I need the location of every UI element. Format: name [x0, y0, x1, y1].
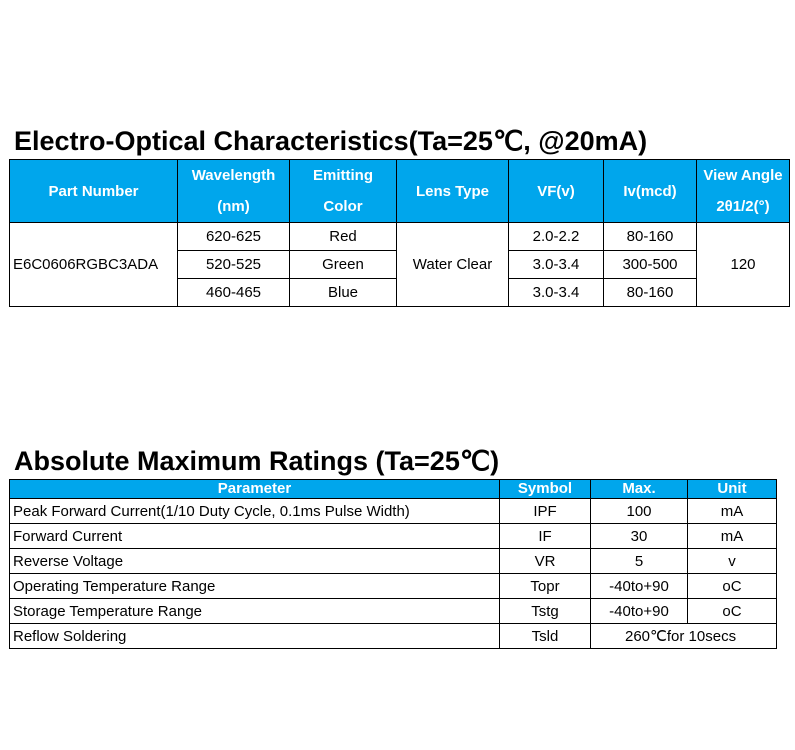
- electro-optical-title: Electro-Optical Characteristics(Ta=25℃, @20mA): [14, 126, 648, 156]
- parameter-cell: Reflow Soldering: [10, 624, 500, 649]
- max-cell: -40to+90: [591, 599, 688, 624]
- table-row: [10, 223, 790, 251]
- header-lens-type: Lens Type: [397, 160, 509, 223]
- header-part-number: Part Number: [10, 160, 178, 223]
- header-max: Max.: [591, 480, 688, 499]
- iv-cell: 80-160: [604, 279, 697, 307]
- table-row: [10, 499, 777, 524]
- symbol-cell: Topr: [500, 574, 591, 599]
- header-view-angle-line1: View Angle: [703, 167, 783, 184]
- color-cell: Red: [290, 223, 397, 251]
- header-emitting-color: [290, 160, 397, 223]
- parameter-cell: Peak Forward Current(1/10 Duty Cycle, 0.1ms Pulse Width): [10, 499, 500, 524]
- view-angle-cell: 120: [697, 223, 790, 307]
- header-emitting-line1: Emitting: [313, 167, 373, 184]
- header-wavelength-line2: (nm): [217, 198, 250, 215]
- header-emitting-line2: Color: [323, 198, 363, 215]
- vf-cell: 2.0-2.2: [509, 223, 604, 251]
- absolute-max-table: [9, 479, 777, 649]
- unit-cell: v: [688, 549, 777, 574]
- table-row: [10, 524, 777, 549]
- parameter-cell: Forward Current: [10, 524, 500, 549]
- header-view-angle-line2: 2θ1/2(°): [716, 198, 770, 215]
- color-cell: Blue: [290, 279, 397, 307]
- table-row: [10, 574, 777, 599]
- vf-cell: 3.0-3.4: [509, 251, 604, 279]
- vf-cell: 3.0-3.4: [509, 279, 604, 307]
- header-parameter: Parameter: [10, 480, 500, 499]
- max-cell: -40to+90: [591, 574, 688, 599]
- unit-cell: oC: [688, 574, 777, 599]
- symbol-cell: Tstg: [500, 599, 591, 624]
- color-cell: Green: [290, 251, 397, 279]
- lens-type-cell: Water Clear: [397, 223, 509, 307]
- header-vf: VF(v): [509, 160, 604, 223]
- max-cell: 30: [591, 524, 688, 549]
- parameter-cell: Storage Temperature Range: [10, 599, 500, 624]
- wavelength-cell: 520-525: [178, 251, 290, 279]
- max-cell: 5: [591, 549, 688, 574]
- parameter-cell: Operating Temperature Range: [10, 574, 500, 599]
- symbol-cell: Tsld: [500, 624, 591, 649]
- table-header-row: [10, 160, 790, 223]
- electro-optical-table: [9, 159, 790, 307]
- parameter-cell: Reverse Voltage: [10, 549, 500, 574]
- iv-cell: 300-500: [604, 251, 697, 279]
- symbol-cell: VR: [500, 549, 591, 574]
- symbol-cell: IF: [500, 524, 591, 549]
- table-row: [10, 549, 777, 574]
- unit-cell: mA: [688, 499, 777, 524]
- max-cell: 100: [591, 499, 688, 524]
- header-symbol: Symbol: [500, 480, 591, 499]
- reflow-value-cell: 260℃for 10secs: [591, 624, 777, 649]
- iv-cell: 80-160: [604, 223, 697, 251]
- symbol-cell: IPF: [500, 499, 591, 524]
- header-unit: Unit: [688, 480, 777, 499]
- wavelength-cell: 620-625: [178, 223, 290, 251]
- header-view-angle: [697, 160, 790, 223]
- unit-cell: oC: [688, 599, 777, 624]
- header-iv: Iv(mcd): [604, 160, 697, 223]
- wavelength-cell: 460-465: [178, 279, 290, 307]
- table-row: [10, 599, 777, 624]
- header-wavelength-line1: Wavelength: [191, 167, 276, 184]
- absolute-max-title: Absolute Maximum Ratings (Ta=25℃): [14, 446, 500, 476]
- unit-cell: mA: [688, 524, 777, 549]
- table-row: [10, 624, 777, 649]
- table-header-row: [10, 480, 777, 499]
- part-number-cell: E6C0606RGBC3ADA: [10, 223, 178, 307]
- header-wavelength: [178, 160, 290, 223]
